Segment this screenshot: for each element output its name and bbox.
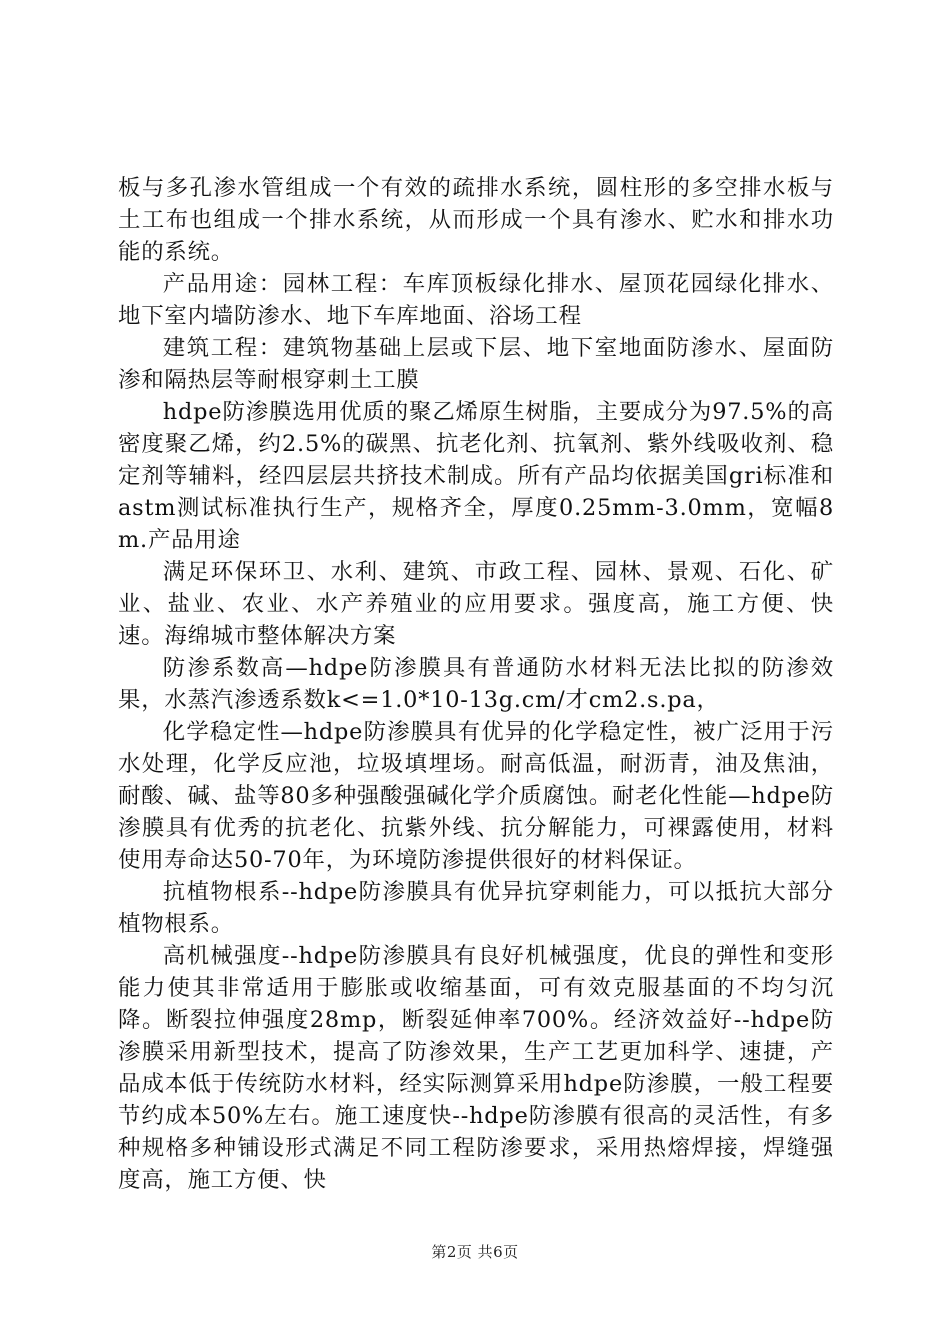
paragraph: 防渗系数高—hdpe防渗膜具有普通防水材料无法比拟的防渗效果，水蒸汽渗透系数k<=1.0*10-13g.cm/才cm2.s.pa， xyxy=(118,655,834,713)
paragraph: 满足环保环卫、水利、建筑、市政工程、园林、景观、石化、矿业、盐业、农业、水产养殖业的应用要求。强度高，施工方便、快速。海绵城市整体解决方案 xyxy=(118,559,834,649)
page-footer: 第2页 共6页 xyxy=(431,1243,519,1261)
body-text xyxy=(118,172,834,1196)
paragraph: 抗植物根系--hdpe防渗膜具有优异抗穿刺能力，可以抵抗大部分植物根系。 xyxy=(118,879,834,937)
paragraph: 产品用途：园林工程：车库顶板绿化排水、屋顶花园绿化排水、地下室内墙防渗水、地下车库地面、浴场工程 xyxy=(118,271,834,329)
paragraph: 化学稳定性—hdpe防渗膜具有优异的化学稳定性，被广泛用于污水处理，化学反应池，垃圾填埋场。耐高低温，耐沥青，油及焦油，耐酸、碱、盐等80多种强酸强碱化学介质腐蚀。耐老化性能—hdpe防渗膜具有优秀的抗老化、抗紫外线、抗分解能力，可裸露使用，材料使用寿命达50-70年，为环境防渗提供很好的材料保证。 xyxy=(118,719,834,873)
paragraph: 建筑工程：建筑物基础上层或下层、地下室地面防渗水、屋面防渗和隔热层等耐根穿刺土工膜 xyxy=(118,335,834,393)
paragraph: 板与多孔渗水管组成一个有效的疏排水系统，圆柱形的多空排水板与土工布也组成一个排水系统，从而形成一个具有渗水、贮水和排水功能的系统。 xyxy=(118,175,834,265)
paragraph: hdpe防渗膜选用优质的聚乙烯原生树脂，主要成分为97.5%的高密度聚乙烯，约2.5%的碳黑、抗老化剂、抗氧剂、紫外线吸收剂、稳定剂等辅料，经四层层共挤技术制成。所有产品均依据美国gri标准和astm测试标准执行生产，规格齐全，厚度0.25mm-3.0mm，宽幅8m.产品用途 xyxy=(118,399,834,553)
paragraph: 高机械强度--hdpe防渗膜具有良好机械强度，优良的弹性和变形能力使其非常适用于膨胀或收缩基面，可有效克服基面的不均匀沉降。断裂拉伸强度28mp，断裂延伸率700%。经济效益好--hdpe防渗膜采用新型技术，提高了防渗效果，生产工艺更加科学、速捷，产品成本低于传统防水材料，经实际测算采用hdpe防渗膜，一般工程要节约成本50%左右。施工速度快--hdpe防渗膜有很高的灵活性，有多种规格多种铺设形式满足不同工程防渗要求，采用热熔焊接，焊缝强度高，施工方便、快 xyxy=(118,943,834,1193)
